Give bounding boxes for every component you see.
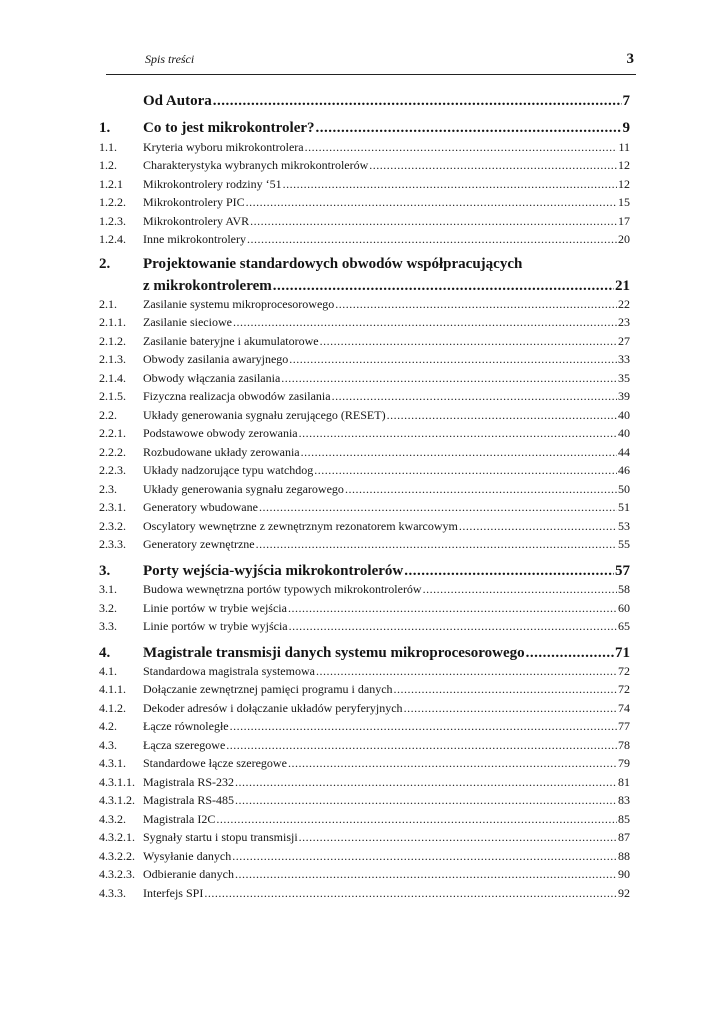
toc-page: 20 (618, 232, 630, 246)
dot-leader (204, 885, 617, 902)
dot-leader (305, 139, 618, 156)
toc-title: Interfejs SPI (143, 886, 204, 900)
dot-leader (320, 333, 617, 350)
toc-entry[interactable] (0, 885, 721, 902)
dot-leader (459, 518, 617, 535)
toc-page: 17 (618, 214, 630, 228)
dot-leader (230, 718, 617, 735)
toc-number: 3. (99, 563, 111, 579)
dot-leader (301, 444, 617, 461)
toc-title: Magistrala RS-232 (143, 775, 234, 789)
dot-leader (404, 561, 614, 581)
toc-number: 2.1.5. (99, 389, 126, 403)
toc-entry[interactable] (0, 176, 721, 193)
toc-title: Linie portów w trybie wejścia (143, 601, 287, 615)
dot-leader (233, 314, 617, 331)
toc-page: 83 (618, 793, 630, 807)
toc-page: 35 (618, 371, 630, 385)
toc-entry-chapter[interactable] (0, 118, 721, 138)
toc-title: Obwody zasilania awaryjnego (143, 352, 289, 366)
toc-title: Magistrale transmisji danych systemu mikroprocesorowego (143, 645, 525, 661)
toc-title: Mikrokontrolery PIC (143, 195, 245, 209)
toc-page: 50 (618, 482, 630, 496)
toc-entry[interactable] (0, 581, 721, 598)
toc-number: 1.2.2. (99, 195, 126, 209)
dot-leader (288, 755, 617, 772)
toc-number: 1. (99, 120, 111, 136)
toc-number: 3.1. (99, 582, 117, 596)
page-number: 3 (626, 51, 634, 67)
toc-number: 2.2.2. (99, 445, 126, 459)
dot-leader (387, 407, 617, 424)
toc-title: Budowa wewnętrzna portów typowych mikrokontrolerów (143, 582, 422, 596)
toc-entry[interactable] (0, 333, 721, 350)
toc-title: Kryteria wyboru mikrokontrolera (143, 140, 304, 154)
toc-page: 71 (615, 645, 630, 661)
dot-leader (246, 194, 617, 211)
toc-entry[interactable] (0, 157, 721, 174)
toc-number: 4.1.1. (99, 682, 126, 696)
toc-page: 72 (618, 682, 630, 696)
toc-entry[interactable] (0, 499, 721, 516)
toc-title: Generatory wbudowane (143, 500, 258, 514)
toc-title: Linie portów w trybie wyjścia (143, 619, 288, 633)
toc-title: Dekoder adresów i dołączanie układów peryferyjnych (143, 701, 403, 715)
toc-title: Układy generowania sygnału zerującego (RESET) (143, 408, 386, 422)
toc-page: 72 (618, 664, 630, 678)
toc-number: 4.1. (99, 664, 117, 678)
dot-leader (289, 351, 617, 368)
toc-page: 44 (618, 445, 630, 459)
dot-leader (216, 811, 617, 828)
toc-entry[interactable] (0, 829, 721, 846)
toc-entry[interactable] (0, 296, 721, 313)
toc-title: Odbieranie danych (143, 867, 234, 881)
toc-title: Generatory zewnętrzne (143, 537, 255, 551)
toc-number: 2.1. (99, 297, 117, 311)
toc-number: 2.2.3. (99, 463, 126, 477)
toc-page: 11 (618, 140, 630, 154)
dot-leader (213, 91, 622, 111)
dot-leader (283, 176, 617, 193)
dot-leader (226, 737, 617, 754)
toc-number: 1.2.1 (99, 177, 123, 191)
toc-title: Zasilanie systemu mikroprocesorowego (143, 297, 335, 311)
toc-number: 2.1.3. (99, 352, 126, 366)
toc-entry-chapter-heading[interactable] (0, 256, 721, 276)
toc-title: Oscylatory wewnętrzne z zewnętrznym rezonatorem kwarcowym (143, 519, 458, 533)
toc-entry-chapter[interactable] (0, 561, 721, 581)
toc-number: 2.1.4. (99, 371, 126, 385)
toc-title: Standardowe łącze szeregowe (143, 756, 287, 770)
toc-page: 27 (618, 334, 630, 348)
toc-entry[interactable] (0, 462, 721, 479)
toc-title: Od Autora (143, 93, 212, 109)
toc-entry[interactable] (0, 370, 721, 387)
toc-entry[interactable] (0, 407, 721, 424)
toc-title: Fizyczna realizacja obwodów zasilania (143, 389, 331, 403)
toc-number: 3.3. (99, 619, 117, 633)
toc-entry[interactable] (0, 848, 721, 865)
toc-number: 4.3.1.1. (99, 775, 135, 789)
toc-entry[interactable] (0, 811, 721, 828)
toc-title: Magistrala RS-485 (143, 793, 234, 807)
toc-title: Układy nadzorujące typu watchdog (143, 463, 314, 477)
toc-number: 2.3.3. (99, 537, 126, 551)
toc-page: 65 (618, 619, 630, 633)
toc-title: Inne mikrokontrolery (143, 232, 246, 246)
toc-page: 77 (618, 719, 630, 733)
toc-entry-chapter[interactable] (0, 643, 721, 663)
page-header (106, 52, 634, 74)
toc-number: 2.3.1. (99, 500, 126, 514)
toc-number: 4.3.2.1. (99, 830, 135, 844)
toc-number: 3.2. (99, 601, 117, 615)
toc-entry[interactable] (0, 314, 721, 331)
toc-number: 4.3.3. (99, 886, 126, 900)
dot-leader (316, 118, 622, 138)
toc-page: 81 (618, 775, 630, 789)
toc-title: Wysyłanie danych (143, 849, 232, 863)
toc-title: Rozbudowane układy zerowania (143, 445, 300, 459)
dot-leader (299, 425, 617, 442)
toc-page: 46 (618, 463, 630, 477)
toc-page: 88 (618, 849, 630, 863)
toc-title: Łącza szeregowe (143, 738, 226, 752)
toc-title: Mikrokontrolery AVR (143, 214, 250, 228)
toc-page: 58 (618, 582, 630, 596)
dot-leader (250, 213, 617, 230)
toc-page: 39 (618, 389, 630, 403)
toc-title: Co to jest mikrokontroler? (143, 120, 315, 136)
toc-number: 1.1. (99, 140, 117, 154)
toc-entry[interactable] (0, 351, 721, 368)
toc-page: 7 (622, 93, 630, 109)
toc-entry[interactable] (0, 700, 721, 717)
dot-leader (314, 462, 617, 479)
toc-title: Zasilanie bateryjne i akumulatorowe (143, 334, 319, 348)
toc-number: 4.1.2. (99, 701, 126, 715)
dot-leader (289, 618, 617, 635)
toc-title: Zasilanie sieciowe (143, 315, 232, 329)
toc-number: 2.3.2. (99, 519, 126, 533)
toc-page: 40 (618, 408, 630, 422)
toc-page: 57 (615, 563, 630, 579)
dot-leader (235, 774, 617, 791)
toc-title: Mikrokontrolery rodziny ‘51 (143, 177, 282, 191)
toc-number: 2. (99, 256, 111, 272)
toc-entry[interactable] (0, 213, 721, 230)
toc-title: Obwody włączania zasilania (143, 371, 281, 385)
toc-entry[interactable] (0, 866, 721, 883)
dot-leader (404, 700, 617, 717)
toc-page: 23 (618, 315, 630, 329)
toc-entry[interactable] (0, 774, 721, 791)
dot-leader (335, 296, 617, 313)
dot-leader (232, 848, 617, 865)
toc-title: Sygnały startu i stopu transmisji (143, 830, 298, 844)
toc-number: 2.1.2. (99, 334, 126, 348)
toc-number: 1.2.3. (99, 214, 126, 228)
dot-leader (256, 536, 617, 553)
dot-leader (259, 499, 617, 516)
dot-leader (288, 600, 617, 617)
dot-leader (316, 663, 617, 680)
toc-entry[interactable] (0, 194, 721, 211)
dot-leader (247, 231, 617, 248)
header-rule (106, 74, 636, 75)
dot-leader (332, 388, 617, 405)
toc-title: Charakterystyka wybranych mikrokontrolerów (143, 158, 369, 172)
toc-page: 74 (618, 701, 630, 715)
toc-number: 4.3. (99, 738, 117, 752)
toc-number: 4. (99, 645, 111, 661)
dot-leader (235, 792, 617, 809)
toc-entry-chapter[interactable] (0, 276, 721, 296)
toc-entry[interactable] (0, 681, 721, 698)
toc-page: 9 (622, 120, 630, 136)
toc-number: 4.3.2.2. (99, 849, 135, 863)
toc-page: 51 (618, 500, 630, 514)
toc-number: 4.3.2.3. (99, 867, 135, 881)
toc-number: 1.2.4. (99, 232, 126, 246)
toc-number: 2.2.1. (99, 426, 126, 440)
toc-entry[interactable] (0, 444, 721, 461)
toc-entry[interactable] (0, 481, 721, 498)
toc-entry[interactable] (0, 755, 721, 772)
toc-page: 60 (618, 601, 630, 615)
dot-leader (345, 481, 617, 498)
toc-page: 22 (618, 297, 630, 311)
toc-page: 15 (618, 195, 630, 209)
toc-title: Magistrala I2C (143, 812, 216, 826)
toc-page: 21 (615, 278, 630, 294)
toc-entry[interactable] (0, 792, 721, 809)
toc-number: 1.2. (99, 158, 117, 172)
running-title: Spis treści (145, 52, 195, 66)
toc-number: 4.3.1.2. (99, 793, 135, 807)
toc-title: Standardowa magistrala systemowa (143, 664, 315, 678)
toc-title: Dołączanie zewnętrznej pamięci programu i danych (143, 682, 393, 696)
dot-leader (394, 681, 617, 698)
toc-entry[interactable] (0, 231, 721, 248)
toc-entry[interactable] (0, 663, 721, 680)
dot-leader (281, 370, 617, 387)
toc-title: Układy generowania sygnału zegarowego (143, 482, 344, 496)
toc-page: 78 (618, 738, 630, 752)
toc-title: z mikrokontrolerem (143, 278, 272, 294)
toc-entry[interactable] (0, 518, 721, 535)
toc-number: 2.1.1. (99, 315, 126, 329)
toc-page: 87 (618, 830, 630, 844)
toc-page: 53 (618, 519, 630, 533)
dot-leader (423, 581, 617, 598)
toc-page: 92 (618, 886, 630, 900)
toc-number: 4.3.2. (99, 812, 126, 826)
dot-leader (299, 829, 617, 846)
dot-leader (273, 276, 614, 296)
toc-title-line1: Projektowanie standardowych obwodów współpracujących (143, 256, 523, 272)
dot-leader (235, 866, 617, 883)
toc-number: 2.3. (99, 482, 117, 496)
toc-title: Porty wejścia-wyjścia mikrokontrolerów (143, 563, 404, 579)
dot-leader (526, 643, 614, 663)
toc-title: Łącze równoległe (143, 719, 229, 733)
toc-number: 4.2. (99, 719, 117, 733)
toc-title: Podstawowe obwody zerowania (143, 426, 298, 440)
toc-number: 4.3.1. (99, 756, 126, 770)
toc-page: 85 (618, 812, 630, 826)
toc-number: 2.2. (99, 408, 117, 422)
toc-entry[interactable] (0, 718, 721, 735)
toc-page: 90 (618, 867, 630, 881)
toc-entry[interactable] (0, 618, 721, 635)
dot-leader (369, 157, 617, 174)
toc-page: 33 (618, 352, 630, 366)
toc-page: 12 (618, 177, 630, 191)
toc-entry[interactable] (0, 737, 721, 754)
toc-page: 12 (618, 158, 630, 172)
toc-page: 79 (618, 756, 630, 770)
toc-entry-chapter[interactable] (0, 91, 721, 111)
toc-page: 40 (618, 426, 630, 440)
toc-entry[interactable] (0, 139, 721, 156)
toc-entry[interactable] (0, 388, 721, 405)
toc-entry[interactable] (0, 600, 721, 617)
toc-page: 55 (618, 537, 630, 551)
toc-entry[interactable] (0, 425, 721, 442)
toc-entry[interactable] (0, 536, 721, 553)
